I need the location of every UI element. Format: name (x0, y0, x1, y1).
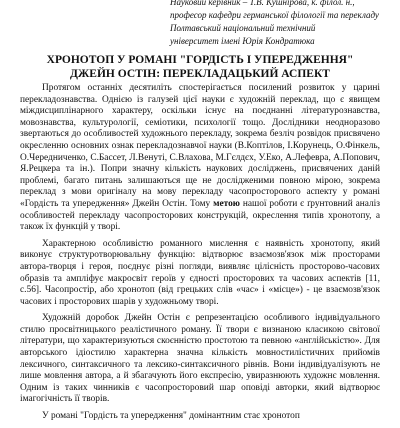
paragraph-1-text-b: нашої роботи є ґрунтовний аналіз особливостей перекладу часопросторових конструкцій, окреслення типів хронотопу, а також їх функцій у творі. (20, 198, 380, 233)
header-line-university: Полтавський національний технічний (170, 23, 316, 33)
paragraph-1-text-a: Протягом останніх десятиліть спостерігається посилений розвиток у царині перекладознавства. Однією із галузей цієї науки є художній переклад, що є явищем міждисциплінарного характеру, оскільки існує на поєднанні літературознавства, мовознавства, культурології, семіотики, психології тощо. Дослідники неодноразово звертаються до особливостей художнього перекладу, зокрема безліч розвідок присвячено окресленню основних ознак перекладознавчої науки (В.Коптілов, І.Корунець, О.Фінкель, О.Чередниченко, С.Бассет, Л.Венуті, С.Влахова, М.Гєлдєх, У.Еко, А.Лефевра, А.Попович, Я.Рецкера та ін.). Попри значну кількість наукових досліджень, присвячених даній проблемі, багато питань залишаються ще не дослідженими повною мірою, зокрема переклад з мови оригіналу на мову перекладу часопросторового аспекту у романі «Гордість та упередження» Джейн Остін. Тому (20, 83, 380, 209)
title-line-1: ХРОНОТОП У РОМАНІ "ГОРДІСТЬ І УПЕРЕДЖЕННЯ" (46, 54, 354, 66)
paragraph-3: Художній доробок Джейн Остін є репрезентацією особливого індивідуального стилю просвітницького реалістичного роману. Її твори є визнаною класикою світової літератури, що характеризуються скоєнністю простотою та певною «англійськістю». Для авторського ідіостилю характерна значна кількість мовностилістичних прийомів лексичного, синтаксичного та лексико-синтаксичного рівнів. Вони індивідуалізують не лише мовлення автора, а й збагачують його експресію, увиразнюють художнє мовлення. Одним із таких чинників є часопросторовий шар оповіді авторки, який відтворює імагогічність її творів. (20, 313, 380, 405)
paragraph-1-bold-goal: метою (213, 198, 240, 209)
paragraph-1 (20, 83, 380, 234)
paragraph-4: У романі "Гордість та упередження" домінантним стає хронотоп (42, 411, 300, 422)
header-line-supervisor: Науковий керівник – Т.В. Кушнірова, к. філол. н., (170, 0, 355, 7)
title-line-2: ДЖЕЙН ОСТІН: ПЕРЕКЛАДАЦЬКИЙ АСПЕКТ (70, 68, 330, 80)
header-line-department: професор кафедри германської філології та перекладу (170, 10, 379, 20)
article-body (20, 83, 380, 428)
author-header (170, 0, 392, 48)
paragraph-2: Характерною особливістю романного мислення є наявність хронотопу, який виконує структуротворювальну функцію: відтворює взаємозв'язок між просторами автора-творця і героя, поєднує різні погляди, виявляє цілісність просторово-часових образів та ампліфує макросвіт героїв у єдності просторових та часових аспектів [11, с.56]. Часопростір, або хронотоп (від грецьких слів «час» і «місце») - це взаємозв'язок часових і просторових шарів у художньому творі. (20, 238, 380, 307)
header-line-university-name: університет імені Юрія Кондратюка (170, 36, 315, 46)
article-title (20, 53, 380, 81)
